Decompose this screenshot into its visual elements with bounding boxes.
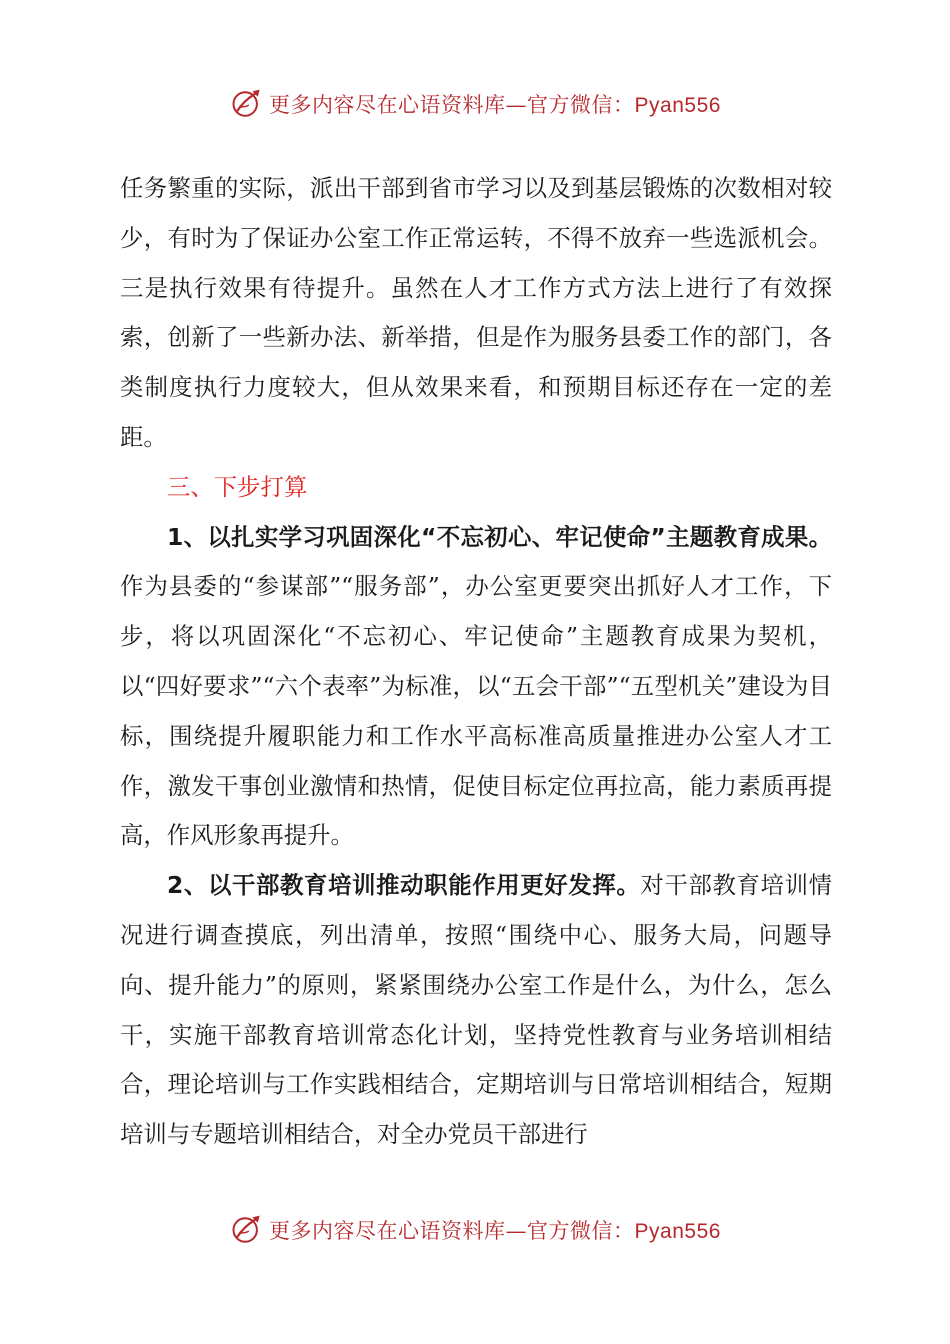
section-heading-3: 三、下步打算 (167, 472, 308, 501)
watermark-text: 更多内容尽在心语资料库—官方微信：Pyan556 (269, 1219, 721, 1243)
item-1-paragraph (120, 513, 832, 862)
wechat-id: Pyan556 (634, 94, 721, 117)
pen-logo-icon (229, 1212, 265, 1248)
item-1-text: 作为县委的“参谋部”“服务部”，办公室更要突出抓好人才工作，下步，将以巩固深化“不忘初心、牢记使命”主题教育成果为契机，以“四好要求”“六个表率”为标准，以“五会干部”“五型机关”建设为目标，围绕提升履职能力和工作水平高标准高质量推进办公室人才工作，激发干事创业激情和热情，促使目标定位再拉高，能力素质再提高，作风形象再提升。 (120, 572, 832, 850)
item-1-title: 1、以扎实学习巩固深化“不忘初心、牢记使命”主题教育成果。 (167, 522, 832, 551)
footer-watermark (0, 1210, 950, 1250)
paragraph-1: 任务繁重的实际，派出干部到省市学习以及到基层锻炼的次数相对较少，有时为了保证办公室工作正常运转，不得不放弃一些选派机会。三是执行效果有待提升。虽然在人才工作方式方法上进行了有效探索，创新了一些新办法、新举措，但是作为服务县委工作的部门，各类制度执行力度较大，但从效果来看，和预期目标还存在一定的差距。 (120, 174, 832, 451)
wechat-id: Pyan556 (634, 1220, 721, 1243)
item-2-title: 2、以干部教育培训推动职能作用更好发挥。 (167, 871, 641, 900)
header-watermark (0, 84, 950, 124)
pen-logo-icon (229, 86, 265, 122)
watermark-text: 更多内容尽在心语资料库—官方微信：Pyan556 (269, 93, 721, 117)
item-2-text: 对干部教育培训情况进行调查摸底，列出清单，按照“围绕中心、服务大局，问题导向、提升能力”的原则，紧紧围绕办公室工作是什么，为什么，怎么干，实施干部教育培训常态化计划，坚持党性教育与业务培训相结合，理论培训与工作实践相结合，定期培训与日常培训相结合，短期培训与专题培训相结合，对全办党员干部进行 (120, 871, 832, 1149)
document-body (120, 164, 832, 1160)
item-2-paragraph (120, 861, 832, 1160)
